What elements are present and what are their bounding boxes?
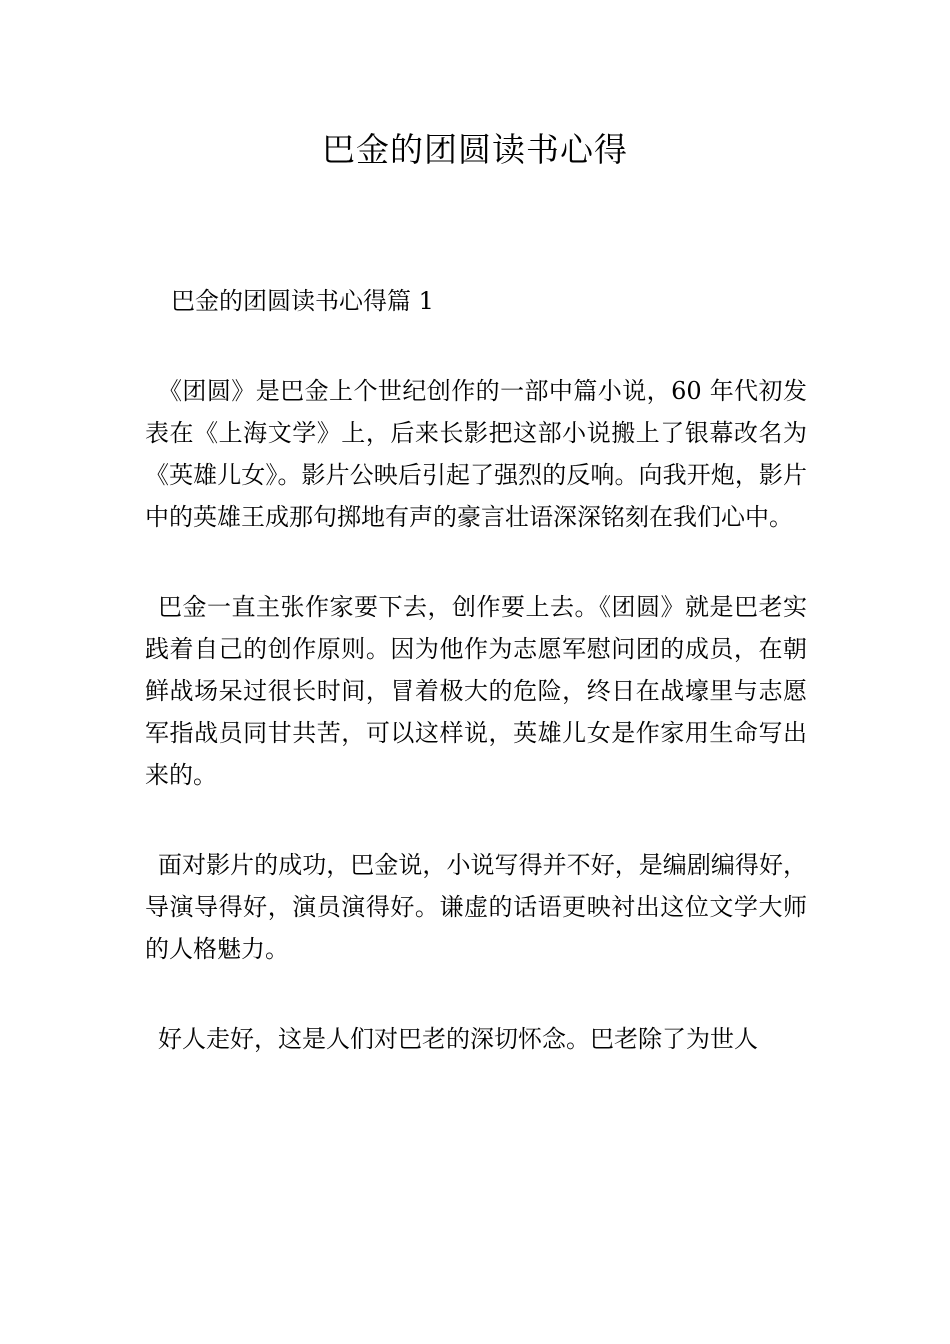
paragraph: 巴金一直主张作家要下去，创作要上去。《团圆》就是巴老实践着自己的创作原则。因为他作为志愿军慰问团的成员，在朝鲜战场呆过很长时间，冒着极大的危险，终日在战壕里与志愿军指战员同甘共苦，可以这样说，英雄儿女是作家用生命写出来的。 — [145, 593, 807, 789]
paragraph: 《团圆》是巴金上个世纪创作的一部中篇小说，60 年代初发表在《上海文学》上，后来长影把这部小说搬上了银幕改名为《英雄儿女》。影片公映后引起了强烈的反响。向我开炮，影片中的英雄王成那句掷地有声的豪言壮语深深铭刻在我们心中。 — [145, 377, 807, 531]
paragraph: 面对影片的成功，巴金说，小说写得并不好，是编剧编得好，导演导得好，演员演得好。谦虚的话语更映衬出这位文学大师的人格魅力。 — [145, 851, 807, 963]
document-body — [145, 280, 807, 1108]
paragraph: 好人走好，这是人们对巴老的深切怀念。巴老除了为世人 — [158, 1025, 758, 1053]
section-heading: 巴金的团圆读书心得篇 1 — [171, 287, 434, 315]
document-title: 巴金的团圆读书心得 — [322, 130, 628, 169]
